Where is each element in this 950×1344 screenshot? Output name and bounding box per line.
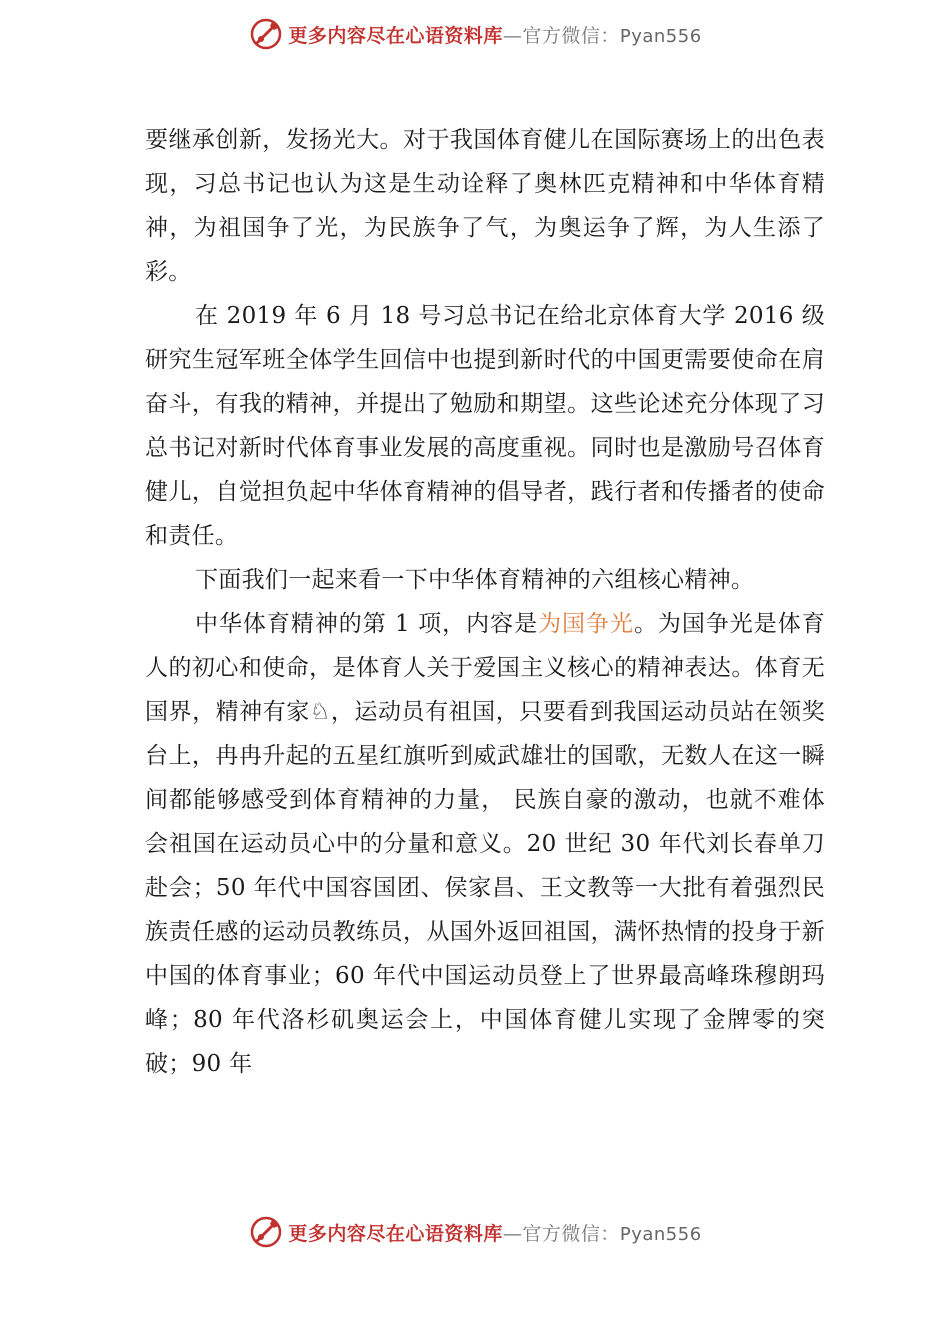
logo-icon [248,16,284,52]
paragraph-4-lead: 中华体育精神的第 1 项，内容是 [195,611,539,637]
watermark-main-text: 更多内容尽在心语资料库 [288,24,503,47]
paragraph-4 [145,602,825,1086]
logo-icon [248,1214,284,1250]
paragraph-4-body: 。为国争光是体育人的初心和使命，是体育人关于爱国主义核心的精神表达。体育无国界，精神有家♘，运动员有祖国，只要看到我国运动员站在领奖台上，冉冉升起的五星红旗听到威武雄壮的国歌，无数人在这一瞬间都能够感受到体育精神的力量， 民族自豪的激动，也就不难体会祖国在运动员心中的分量和意义。20 世纪 30 年代刘长春单刀赴会；50 年代中国容国团、侯家昌、王文教等一大批有着强烈民族责任感的运动员教练员，从国外返回祖国，满怀热情的投身于新中国的体育事业；60 年代中国运动员登上了世界最高峰珠穆朗玛峰；80 年代洛杉矶奥运会上，中国体育健儿实现了金牌零的突破；90 年 [145,611,826,1077]
watermark-separator: — [502,24,523,47]
watermark-main-text: 更多内容尽在心语资料库 [288,1222,503,1245]
watermark-separator: — [502,1222,523,1245]
paragraph-2: 在 2019 年 6 月 18 号习总书记在给北京体育大学 2016 级研究生冠军班全体学生回信中也提到新时代的中国更需要使命在肩奋斗，有我的精神，并提出了勉励和期望。这些论述充分体现了习总书记对新时代体育事业发展的高度重视。同时也是激励号召体育健儿，自觉担负起中华体育精神的倡导者，践行者和传播者的使命和责任。 [145,303,825,549]
paragraph-1: 要继承创新，发扬光大。对于我国体育健儿在国际赛场上的出色表现，习总书记也认为这是生动诠释了奥林匹克精神和中华体育精神，为祖国争了光，为民族争了气，为奥运争了辉，为人生添了彩。 [145,127,825,285]
document-body [145,118,825,1086]
watermark-wechat-label: 官方微信： [522,1222,620,1245]
watermark-wechat-id: Pyan556 [619,25,702,47]
highlight-term: 为国争光 [538,611,634,637]
header-watermark [0,14,950,54]
footer-watermark [0,1212,950,1252]
watermark-wechat-id: Pyan556 [619,1223,702,1245]
watermark-wechat-label: 官方微信： [522,24,620,47]
paragraph-3: 下面我们一起来看一下中华体育精神的六组核心精神。 [195,567,755,593]
